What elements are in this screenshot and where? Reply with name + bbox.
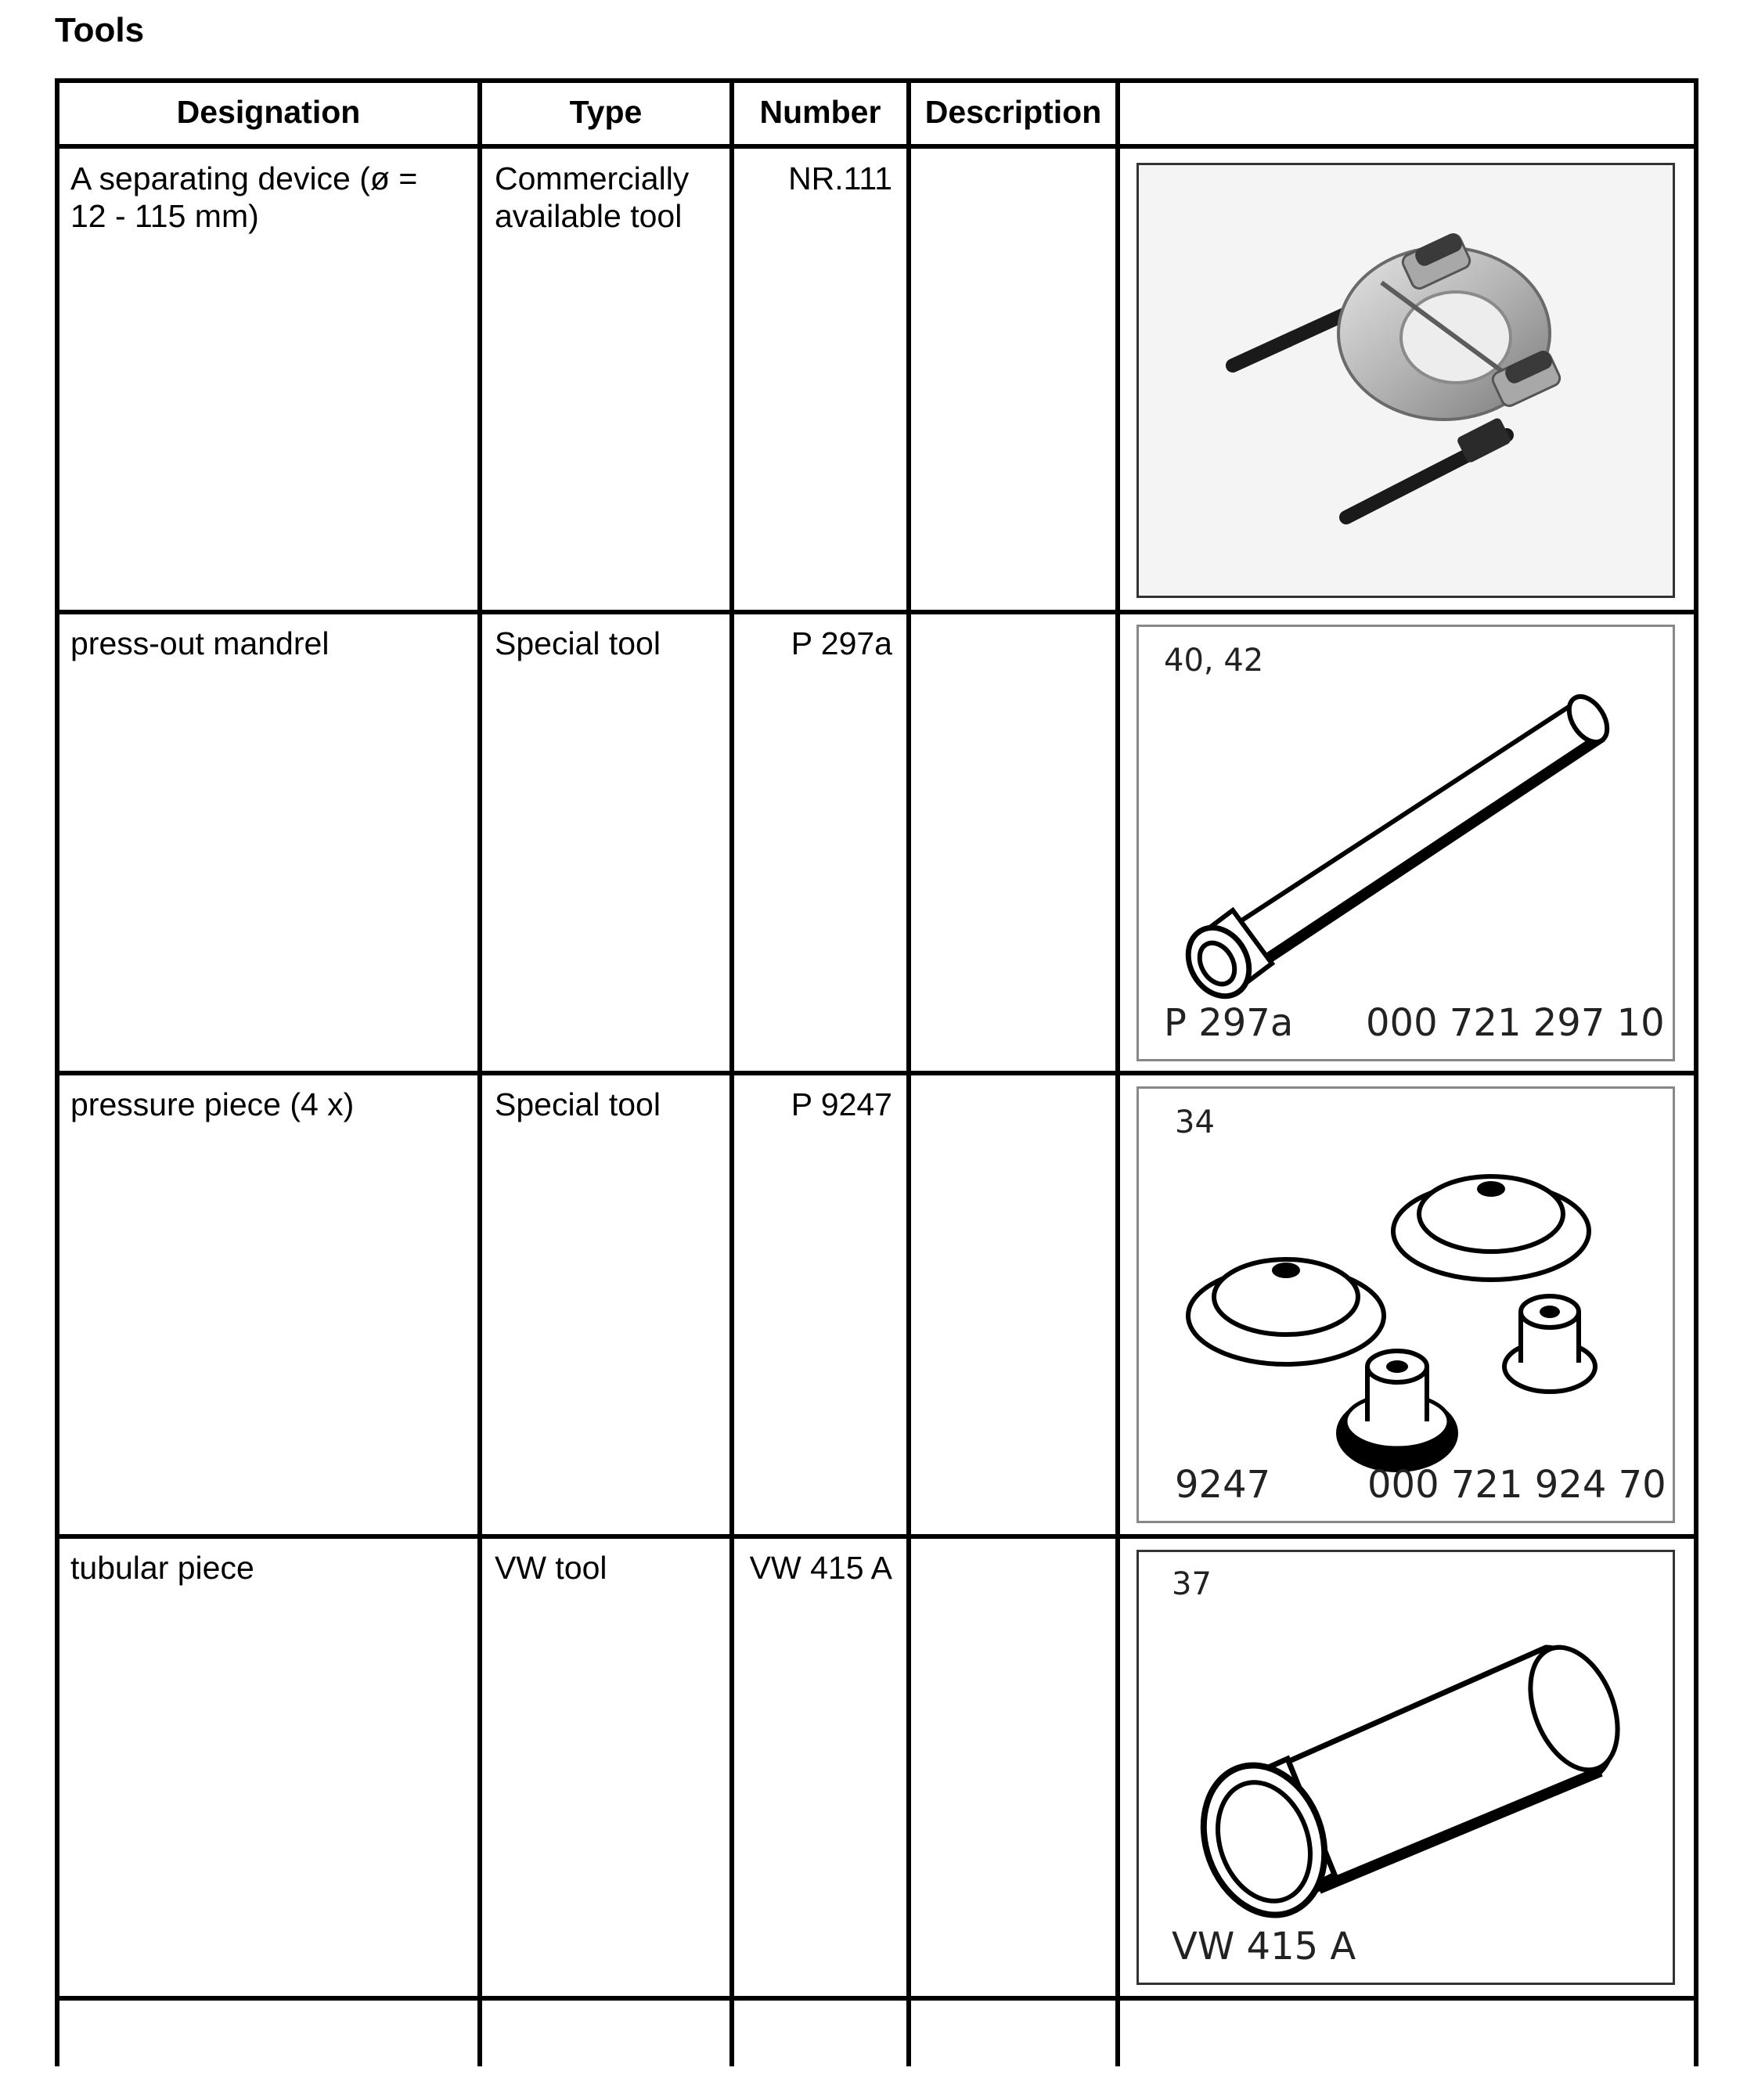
header-type: Type (569, 94, 643, 130)
row-divider (55, 1071, 1698, 1075)
image-caption-part: 9247 (1175, 1463, 1271, 1507)
image-corner-label: 37 (1172, 1566, 1212, 1602)
tool-image (1136, 625, 1675, 1061)
image-caption-number: 000 721 924 70 (1367, 1463, 1666, 1507)
header-divider (55, 144, 1698, 149)
cell-number: NR.111 (788, 160, 892, 196)
tool-image (1136, 163, 1675, 598)
header-designation: Designation (176, 94, 361, 130)
image-corner-label: 40, 42 (1164, 643, 1264, 679)
row-divider (55, 1996, 1698, 2001)
image-caption-part: VW 415 A (1172, 1925, 1356, 1969)
cell-number: P 297a (791, 625, 892, 661)
pressure-pieces-icon (1139, 1089, 1673, 1521)
header-description: Description (924, 94, 1102, 130)
page-title: Tools (55, 11, 145, 49)
row-divider (55, 1534, 1698, 1539)
cell-designation: press-out mandrel (70, 625, 330, 661)
designation-line: A separating device (ø = (70, 160, 418, 196)
press-out-mandrel-icon (1139, 627, 1673, 1059)
cell-number: P 9247 (791, 1086, 892, 1122)
cell-type: VW tool (495, 1550, 607, 1586)
image-caption-part: P 297a (1164, 1001, 1294, 1045)
cell-designation: pressure piece (4 x) (70, 1086, 355, 1122)
type-line: available tool (495, 198, 683, 234)
cell-type: Special tool (495, 1086, 661, 1122)
image-caption-number: 000 721 297 10 (1366, 1001, 1665, 1045)
header-number: Number (759, 94, 881, 130)
row-divider (55, 610, 1698, 614)
cell-designation: tubular piece (70, 1550, 254, 1586)
type-line: Commercially (495, 160, 690, 196)
cell-type (495, 160, 722, 235)
table-border-top (55, 78, 1698, 83)
cell-designation (70, 160, 470, 235)
designation-line: 12 - 115 mm) (70, 198, 259, 234)
tool-image (1136, 1086, 1675, 1523)
cell-number: VW 415 A (749, 1550, 892, 1586)
cell-type: Special tool (495, 625, 661, 661)
tubular-piece-icon (1139, 1552, 1673, 1983)
tools-table (55, 78, 1698, 2066)
tool-image (1136, 1550, 1675, 1985)
separating-device-icon (1139, 165, 1673, 596)
image-corner-label: 34 (1175, 1104, 1215, 1140)
